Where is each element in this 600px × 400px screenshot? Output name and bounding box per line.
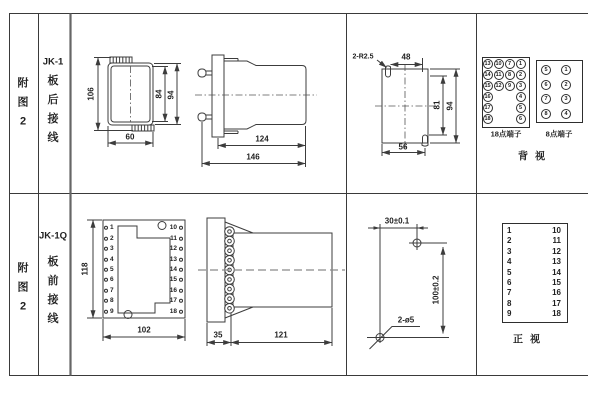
- terminal-18pt: 9: [505, 81, 515, 91]
- terminal-number: 1: [110, 223, 114, 231]
- terminal-18pt: 3: [516, 81, 526, 91]
- terminal-18pt: 7: [505, 59, 515, 69]
- terminal-number: 17: [169, 296, 177, 304]
- front-terminal-row: [104, 257, 114, 264]
- row1-figure-number: 附图2: [17, 77, 29, 128]
- front-terminal-row: [162, 225, 183, 232]
- terminal-dot-icon: [104, 268, 108, 272]
- front-terminal-row: [104, 277, 114, 284]
- row2-model-label: JK-1Q: [39, 230, 67, 242]
- terminal-number: 10: [169, 223, 177, 231]
- front-terminal-row: [162, 277, 183, 284]
- terminal-18pt: 5: [516, 103, 526, 113]
- terminal-18pt: 2: [516, 70, 526, 80]
- terminal-18pt: 6: [516, 114, 526, 124]
- terminal-18pt: 8: [505, 70, 515, 80]
- dim-overall-depth-146: 146: [246, 152, 260, 162]
- front-terminal-row: [104, 309, 114, 316]
- note-slot-radius: 2-R2.5: [352, 53, 374, 61]
- terminal-number: 12: [169, 244, 177, 252]
- front-terminal-row: [162, 257, 183, 264]
- label-back-view: 背视: [518, 151, 552, 163]
- mounting-hole-bottom: [124, 311, 132, 319]
- front-terminal-row: [104, 246, 114, 253]
- table-cell: 18: [552, 309, 561, 318]
- terminal-18pt: 10: [495, 61, 502, 67]
- front-terminal-row: [104, 225, 114, 232]
- terminal-number: 7: [110, 286, 114, 294]
- jk1-front-view-drawing: [94, 57, 181, 147]
- terminal-18pt: 1: [516, 59, 526, 69]
- terminal-18pt: 12: [495, 83, 502, 89]
- dim-width-60: 60: [125, 132, 135, 142]
- terminal-dot-icon: [179, 226, 183, 230]
- table-cell: 12: [552, 246, 561, 256]
- front-terminal-row: [162, 309, 183, 316]
- terminal-8pt: 8: [541, 109, 551, 119]
- terminal-dot-icon: [179, 289, 183, 293]
- terminal-number: 4: [110, 255, 114, 263]
- front-terminal-row: [162, 246, 183, 253]
- terminal-number: 18: [169, 307, 177, 315]
- front-terminal-row: [162, 298, 183, 305]
- dim-width-102: 102: [137, 325, 151, 335]
- note-hole-diameter: 2-ø5: [397, 315, 415, 325]
- terminal-8pt: 7: [541, 94, 551, 104]
- terminal-8pt: 6: [541, 80, 551, 90]
- front-terminal-row: [162, 267, 183, 274]
- terminal-18pt: 15: [484, 83, 491, 89]
- table-cell: 5: [507, 267, 512, 277]
- terminal-table-right-column: [534, 227, 561, 318]
- terminal-dot-icon: [104, 299, 108, 303]
- terminal-dot-icon: [104, 237, 108, 241]
- terminal-number: 11: [170, 234, 177, 242]
- table-cell: 13: [552, 257, 561, 267]
- dim-height-118: 118: [80, 262, 90, 276]
- table-cell: 6: [507, 277, 512, 287]
- front-terminal-row: [104, 267, 114, 274]
- terminal-dot-icon: [179, 247, 183, 251]
- terminal-number: 15: [169, 275, 177, 283]
- front-terminal-row: [104, 236, 114, 243]
- row2-figure-number: 附图2: [17, 262, 29, 313]
- jk1-side-view-drawing: [195, 55, 317, 167]
- table-cell: 15: [552, 277, 561, 287]
- label-8pt-terminal: 8点端子: [545, 129, 573, 139]
- table-cell: 2: [507, 236, 512, 246]
- row1-wiring-type-label: 板后接线: [47, 75, 59, 144]
- dim-cutout-top-48: 48: [401, 52, 411, 62]
- terminal-dot-icon: [104, 278, 108, 282]
- dim-depth-121: 121: [274, 330, 288, 340]
- table-cell: 3: [507, 246, 512, 256]
- dim-hole-pitch-y: 100±0.2: [431, 275, 441, 305]
- front-terminal-row: [104, 288, 114, 295]
- terminal-number: 3: [110, 244, 114, 252]
- terminal-number: 9: [110, 307, 114, 315]
- terminal-dot-icon: [104, 226, 108, 230]
- terminal-dot-icon: [104, 258, 108, 262]
- terminal-dot-icon: [179, 310, 183, 314]
- terminal-number: 2: [110, 234, 114, 242]
- table-cell: 1: [507, 226, 512, 235]
- terminal-number: 14: [169, 265, 177, 273]
- terminal-18pt: 14: [484, 72, 491, 78]
- terminal-number: 5: [110, 265, 114, 273]
- terminal-dot-icon: [179, 237, 183, 241]
- terminal-dot-icon: [179, 258, 183, 262]
- front-terminal-row: [162, 288, 183, 295]
- table-cell: 9: [507, 309, 512, 318]
- table-cell: 17: [552, 298, 561, 308]
- terminal-dot-icon: [104, 310, 108, 314]
- dim-hole-pitch-x: 30±0.1: [384, 216, 410, 226]
- terminal-8pt: 4: [561, 109, 571, 119]
- table-cell: 8: [507, 298, 512, 308]
- terminal-18pt: 16: [484, 94, 491, 100]
- dim-flange-35: 35: [213, 330, 223, 340]
- label-18pt-terminal: 18点端子: [490, 129, 522, 139]
- terminal-number: 13: [169, 255, 177, 263]
- dim-overall-height-106: 106: [86, 87, 96, 101]
- dim-case-height-94: 94: [166, 90, 176, 100]
- terminal-number: 8: [110, 296, 114, 304]
- terminal-18pt: 18: [484, 116, 491, 122]
- table-cell: 7: [507, 288, 512, 298]
- front-terminal-row: [104, 298, 114, 305]
- table-cell: 16: [552, 288, 561, 298]
- table-cell: 4: [507, 257, 512, 267]
- table-cell: 11: [552, 236, 561, 246]
- row2-wiring-type-label: 板前接线: [47, 256, 59, 325]
- dim-case-depth-124: 124: [255, 134, 269, 144]
- table-cell: 14: [552, 267, 561, 277]
- dim-cutout-full-94: 94: [445, 101, 455, 111]
- jk1q-side-view-drawing: [198, 218, 345, 346]
- terminal-18pt: 17: [484, 105, 491, 111]
- terminal-dot-icon: [179, 278, 183, 282]
- terminal-dot-icon: [104, 247, 108, 251]
- terminal-8pt: 3: [561, 94, 571, 104]
- table-cell: 10: [552, 226, 561, 235]
- label-front-view: 正视: [513, 334, 547, 346]
- row1-model-label: JK-1: [42, 56, 64, 68]
- terminal-8pt: 2: [561, 80, 571, 90]
- terminal-dot-icon: [104, 289, 108, 293]
- dim-cutout-inner-81: 81: [432, 100, 442, 110]
- front-terminal-row: [162, 236, 183, 243]
- terminal-number: 16: [169, 286, 177, 294]
- terminal-18pt: 4: [516, 92, 526, 102]
- terminal-8pt: 5: [541, 65, 551, 75]
- dim-window-height-84: 84: [154, 89, 164, 99]
- terminal-18pt: 11: [494, 70, 504, 80]
- terminal-dot-icon: [179, 299, 183, 303]
- dim-cutout-bottom-56: 56: [398, 142, 408, 152]
- terminal-18pt: 13: [484, 61, 491, 67]
- terminal-table-left-column: [507, 227, 511, 318]
- terminal-number: 6: [110, 275, 114, 283]
- terminal-8pt: 1: [561, 65, 571, 75]
- terminal-dot-icon: [179, 268, 183, 272]
